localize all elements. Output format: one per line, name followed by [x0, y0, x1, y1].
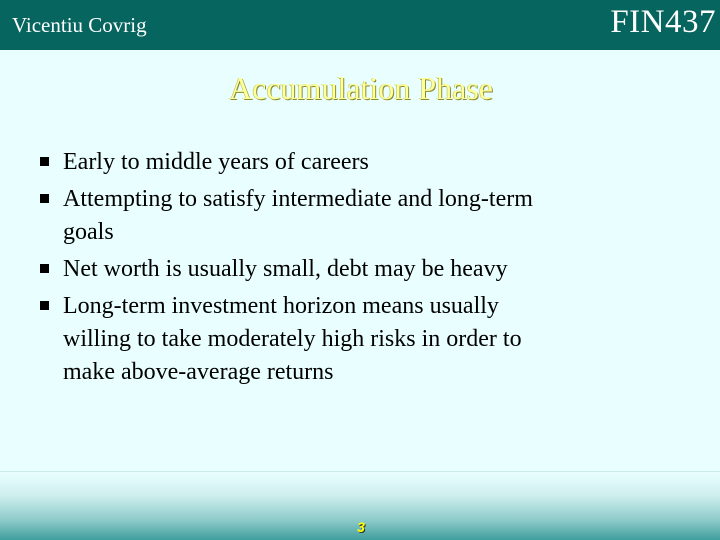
bullet-item [38, 146, 638, 179]
bullet-line: goals [63, 219, 114, 245]
bullet-list [38, 146, 638, 393]
slide-title: Accumulation Phase [229, 70, 493, 106]
bullet-line: willing to take moderately high risks in order to [63, 326, 522, 352]
square-bullet-icon [40, 157, 49, 166]
header-bar [0, 0, 720, 50]
bullet-line: Long-term investment horizon means usually [63, 293, 499, 319]
bullet-line: Attempting to satisfy intermediate and long-term [63, 186, 533, 212]
bullet-item [38, 183, 638, 249]
bullet-line: Net worth is usually small, debt may be heavy [63, 256, 508, 282]
bullet-item [38, 253, 638, 286]
bullet-item [38, 290, 638, 389]
page-number: 3 [357, 519, 365, 535]
author-name: Vicentiu Covrig [12, 13, 147, 37]
square-bullet-icon [40, 264, 49, 273]
square-bullet-icon [40, 301, 49, 310]
bullet-line: make above-average returns [63, 359, 334, 385]
bullet-line: Early to middle years of careers [63, 149, 369, 175]
course-code: FIN437 [610, 4, 716, 40]
square-bullet-icon [40, 194, 49, 203]
